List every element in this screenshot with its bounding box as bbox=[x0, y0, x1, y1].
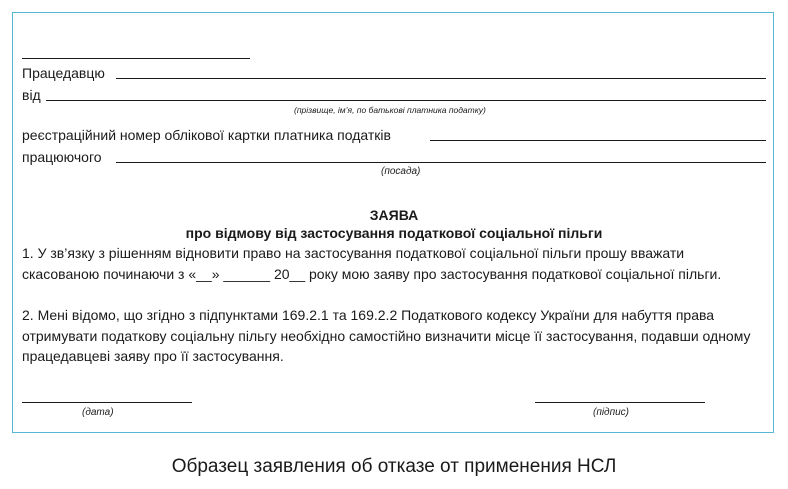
from-line bbox=[46, 100, 766, 101]
employee-line bbox=[116, 162, 766, 163]
position-hint: (посада) bbox=[381, 166, 421, 177]
date-hint: (дата) bbox=[82, 407, 114, 418]
recipient-line bbox=[116, 78, 766, 79]
top-blank-line bbox=[22, 58, 250, 59]
from-label: від bbox=[22, 87, 41, 103]
name-hint: (прізвище, ім’я, по батькові платника податку) bbox=[294, 105, 486, 115]
date-line bbox=[22, 402, 192, 403]
signature-hint: (підпис) bbox=[593, 407, 629, 418]
form-title: ЗАЯВА bbox=[369, 207, 419, 223]
tax-id-line bbox=[430, 140, 766, 141]
paragraph-1: 1. У зв’язку з рішенням відновити право на застосування податкової соціальної пільги прошу вважати скасованою починаючи з «__» ______ 20__ року мою заяву про застосування податкової соціальної пільги. bbox=[22, 245, 722, 282]
recipient-label: Працедавцю bbox=[22, 65, 105, 81]
tax-id-label: реєстраційний номер облікової картки платника податків bbox=[22, 127, 391, 143]
form-subtitle: про відмову від застосування податкової соціальної пільги bbox=[185, 225, 603, 241]
employee-label: працюючого bbox=[22, 149, 102, 165]
signature-line bbox=[535, 402, 705, 403]
image-caption: Образец заявления об отказе от применения НСЛ bbox=[171, 456, 617, 477]
paragraph-2: 2. Мені відомо, що згідно з підпунктами 169.2.1 та 169.2.2 Податкового кодексу України для набуття права отримувати податкову соціальну пільгу необхідно самостійно визначити місце її застосування, подавши одному працедавцеві заяву про її застосування. bbox=[22, 307, 751, 364]
